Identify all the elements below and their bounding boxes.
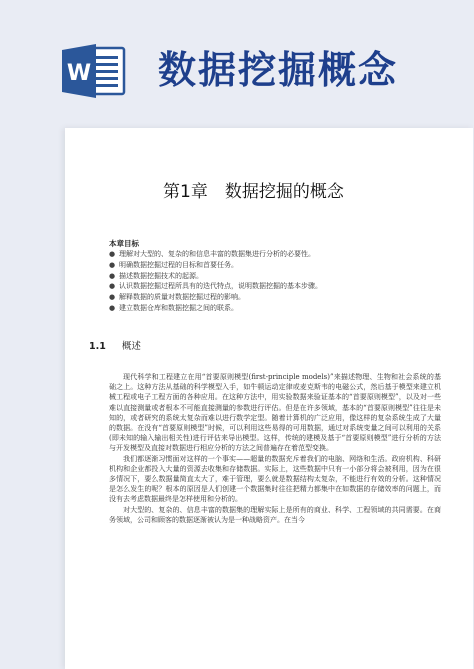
paragraph: 我们都逐渐习惯面对这样的一个事实——超量的数据充斥着我们的电脑、网络和生活。政府机构、科研机构和企业都投入大量的资源去收集和存储数据。实际上，这些数据中只有一小部分将会被利用，因为在很多情况下，要么数据量简直太大了，难于管理，要么就是数据结构太复杂，不能进行有效的分析。这种情况是怎么发生的呢？根本的原因是人们创建一个数据集时往往把精力都集中在如数据的存储效率的问题上，而没有去考虑数据最终是怎样使用和分析的。 <box>109 454 441 504</box>
objectives-heading: 本章目标 <box>109 239 139 248</box>
banner-title: 数据挖掘概念 <box>158 48 399 92</box>
list-item: ● 明确数据挖掘过程的目标和首要任务。 <box>109 260 238 269</box>
paragraph: 现代科学和工程建立在用“首要原则模型(first-principle models)”来描述物理、生物和社会系统的基础之上。这种方法从基础的科学模型入手，如牛顿运动定律或麦克斯韦的电磁公式，然后基于模型来建立机械工程或电子工程方面的各种应用。在这种方法中，用实验数据来验证基本的“首要原则模型”，以及对一些难以直接测量或者根本不可能直接测量的参数进行评估。但是在许多领域，基本的“首要原则模型”往往是未知的，或者研究的系统太复杂而难以进行数学定型。随着计算机的广泛应用，像这样的复杂系统生成了大量的数据。在没有“首要原则模型”时候，可以利用这些易得的可用数据，通过对系统变量之间可以利用的关系(即未知的输入输出相关性)进行评估来导出模型。这样，传统的建模及基于“首要原则模型”进行分析的方法与开发模型及直接对数据进行相应分析的方法之间普遍存在着范型变换。 <box>109 373 441 453</box>
bullet-icon: ● <box>109 282 116 291</box>
bullet-icon: ● <box>109 303 116 312</box>
list-item: ● 描述数据挖掘技术的起源。 <box>109 271 203 280</box>
list-item: ● 建立数据仓库和数据挖掘之间的联系。 <box>109 303 238 312</box>
bullet-icon: ● <box>109 293 116 302</box>
list-item: ● 解释数据的质量对数据挖掘过程的影响。 <box>109 293 245 302</box>
document-page <box>65 128 473 669</box>
bullet-icon: ● <box>109 260 116 269</box>
section-heading <box>89 338 141 352</box>
word-logo-letter: W <box>66 61 92 86</box>
chapter-title: 第1章 数据挖掘的概念 <box>163 182 344 202</box>
list-item: ● 理解对大型的、复杂的和信息丰富的数据集进行分析的必要性。 <box>109 250 315 258</box>
bullet-icon: ● <box>109 250 116 258</box>
header-banner <box>0 0 474 118</box>
objectives-list <box>109 249 439 314</box>
section-number: 1.1 <box>89 341 106 352</box>
word-app-icon <box>62 44 126 98</box>
body-text <box>109 372 441 525</box>
section-title: 概述 <box>121 341 141 352</box>
paragraph: 对大型的、复杂的、信息丰富的数据集的理解实际上是所有的商业、科学、工程领域的共同需要。在商务领域，公司和顾客的数据逐渐被认为是一种战略资产。在当今 <box>109 505 441 524</box>
list-item: ● 认识数据挖掘过程所具有的迭代特点，说明数据挖掘的基本步骤。 <box>109 282 322 291</box>
bullet-icon: ● <box>109 271 116 280</box>
